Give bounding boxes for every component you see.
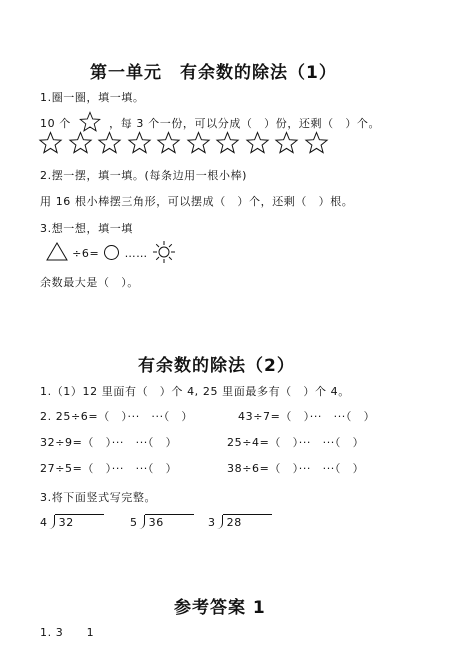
long-division-1 — [40, 514, 104, 529]
s2-row3-b: 38÷6=（ ）··· ···（ ） — [227, 462, 365, 475]
s1-q3-label: 3.想一想，填一填 — [40, 222, 133, 235]
star-icon — [127, 131, 152, 155]
s1-q1-post: ，每 3 个一份，可以分成（ ）份，还剩（ ）个。 — [109, 117, 381, 130]
s1-q3-divide: ÷6= — [72, 247, 100, 260]
ld1-divisor: 4 — [40, 516, 48, 529]
star-icon — [304, 131, 329, 155]
s1-q2-label: 2.摆一摆，填一填。(每条边用一根小棒) — [40, 169, 248, 182]
star-icon — [68, 131, 93, 155]
s2-q1: 1.（1）12 里面有（ ）个 4, 25 里面最多有（ ）个 4。 — [40, 385, 350, 398]
star-icon — [97, 131, 122, 155]
division-bracket-icon — [138, 515, 145, 529]
section2-title: 有余数的除法（2） — [138, 356, 295, 376]
answers-line1: 1. 3 1 — [40, 626, 95, 639]
s1-q2-text: 用 16 根小棒摆三角形，可以摆成（ ）个，还剩（ ）根。 — [40, 195, 354, 208]
star-icon — [156, 131, 181, 155]
s1-q1-label: 1.圈一圈，填一填。 — [40, 91, 145, 104]
answers-title: 参考答案 1 — [174, 598, 266, 618]
ld3-divisor: 3 — [208, 516, 216, 529]
ld2-divisor: 5 — [130, 516, 138, 529]
star-icon — [186, 131, 211, 155]
s1-q3-expr — [46, 240, 176, 264]
ld1-dividend: 32 — [55, 514, 104, 529]
ld3-dividend: 28 — [223, 514, 272, 529]
star-icon — [78, 111, 102, 133]
s1-q3-dots: …… — [124, 247, 148, 260]
star-icon — [245, 131, 270, 155]
s1-q3-answer: 余数最大是（ ）。 — [40, 276, 139, 289]
s2-row2-b: 25÷4=（ ）··· ···（ ） — [227, 436, 365, 449]
ld2-dividend: 36 — [145, 514, 194, 529]
s2-row1-a: 2. 25÷6=（ ）··· ···（ ） — [40, 410, 193, 423]
circle-icon — [103, 244, 120, 261]
star-icon — [38, 131, 63, 155]
division-bracket-icon — [216, 515, 223, 529]
long-division-3 — [208, 514, 272, 529]
sun-icon — [152, 240, 176, 264]
s2-q3-label: 3.将下面竖式写完整。 — [40, 491, 157, 504]
triangle-icon — [46, 242, 68, 261]
star-icon — [274, 131, 299, 155]
s1-q1-line — [40, 111, 380, 133]
s1-q1-pre: 10 个 — [40, 117, 71, 130]
s2-row1-b: 43÷7=（ ）··· ···（ ） — [238, 410, 376, 423]
division-bracket-icon — [48, 515, 55, 529]
s2-row3-a: 27÷5=（ ）··· ···（ ） — [40, 462, 178, 475]
long-division-2 — [130, 514, 194, 529]
star-icon — [215, 131, 240, 155]
s2-row2-a: 32÷9=（ ）··· ···（ ） — [40, 436, 178, 449]
star-row — [38, 131, 333, 159]
section1-title: 第一单元 有余数的除法（1） — [90, 63, 337, 83]
